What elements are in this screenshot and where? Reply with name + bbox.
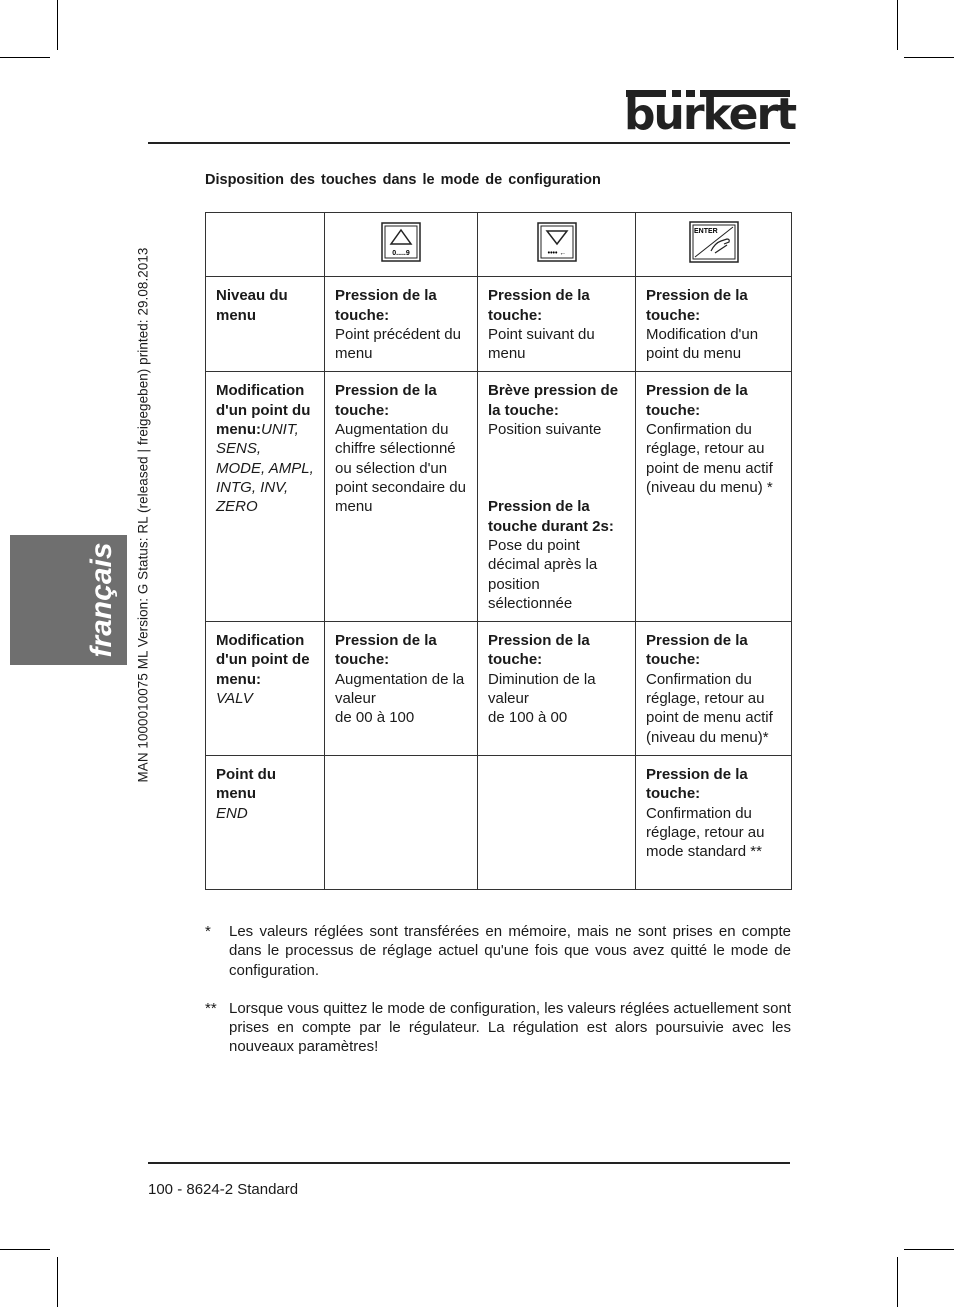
action-text: Confirmation du réglage, retour au point de menu actif (niveau du menu)* bbox=[646, 670, 773, 746]
table-cell bbox=[206, 756, 325, 890]
crop-mark bbox=[897, 1257, 898, 1307]
section-title: Disposition des touches dans le mode de configuration bbox=[205, 172, 601, 188]
action-title: Pression de la touche: bbox=[646, 766, 748, 803]
up-key-label: 0.....9 bbox=[392, 250, 410, 257]
table-cell bbox=[325, 213, 478, 277]
action-text: Position suivante bbox=[488, 421, 602, 439]
action-text: Diminution de la valeur bbox=[488, 670, 596, 708]
header-rule bbox=[148, 142, 790, 144]
table-cell bbox=[478, 372, 636, 622]
crop-mark bbox=[0, 1249, 50, 1250]
footnote bbox=[205, 999, 791, 1057]
enter-key-icon bbox=[689, 221, 739, 263]
table-cell bbox=[325, 372, 478, 622]
menu-level-label: Modification d'un point du menu: bbox=[216, 382, 311, 439]
action-title: Pression de la touche: bbox=[335, 632, 437, 669]
crop-mark bbox=[0, 57, 50, 58]
footnote bbox=[205, 922, 791, 980]
table-cell bbox=[636, 277, 792, 372]
table-cell bbox=[478, 213, 636, 277]
table-cell bbox=[206, 277, 325, 372]
footnote-text: Lorsque vous quittez le mode de configuration, les valeurs réglées actuellement sont prises en compte par le régulateur. La régulation est alors poursuivie avec les nouveaux paramètres! bbox=[229, 999, 791, 1056]
action-title: Pression de la touche: bbox=[646, 632, 748, 669]
action-title: Brève pression de la touche: bbox=[488, 382, 619, 419]
crop-mark bbox=[904, 57, 954, 58]
table-cell bbox=[478, 277, 636, 372]
action-text: Point précédent du menu bbox=[335, 325, 461, 363]
table-cell bbox=[206, 372, 325, 622]
table-row bbox=[206, 372, 792, 622]
logo-wordmark: burkert bbox=[624, 89, 796, 140]
crop-mark bbox=[897, 0, 898, 50]
action-text: Modification d'un point du menu bbox=[646, 325, 759, 363]
action-title: Pression de la touche: bbox=[646, 287, 748, 324]
crop-mark bbox=[57, 1257, 58, 1307]
footnotes bbox=[205, 922, 791, 1076]
footnote-mark: ** bbox=[205, 999, 217, 1017]
action-text: Augmentation de la valeur bbox=[335, 670, 465, 708]
table-cell bbox=[636, 756, 792, 890]
menu-level-label: Modification d'un point de menu: bbox=[216, 632, 310, 688]
action-text: Confirmation du réglage, retour au mode standard ** bbox=[646, 804, 765, 861]
table-cell bbox=[478, 622, 636, 756]
table-row bbox=[206, 277, 792, 372]
table-header-row bbox=[206, 213, 792, 277]
action-text-2: Pose du point décimal après la position sélectionnée bbox=[488, 536, 598, 612]
table-cell bbox=[325, 756, 478, 890]
action-title: Pression de la touche: bbox=[488, 287, 590, 324]
table-cell bbox=[478, 756, 636, 890]
table-cell bbox=[206, 213, 325, 277]
menu-level-label: Point du menu bbox=[216, 766, 276, 803]
crop-mark bbox=[57, 0, 58, 50]
document-meta: MAN 1000010075 ML Version: G Status: RL (released | freigegeben) printed: 29.08.2013 bbox=[135, 247, 151, 783]
page-footer: 100 - 8624-2 Standard bbox=[148, 1181, 299, 1198]
action-text: Confirmation du réglage, retour au point de menu actif (niveau du menu) * bbox=[646, 421, 773, 496]
table-row bbox=[206, 756, 792, 890]
table-cell bbox=[636, 622, 792, 756]
burkert-logo bbox=[624, 89, 796, 140]
action-title: Pression de la touche: bbox=[646, 382, 748, 419]
down-arrow-key-icon bbox=[537, 222, 577, 262]
action-text-range: de 00 à 100 bbox=[335, 709, 415, 727]
action-title: Pression de la touche: bbox=[335, 287, 437, 324]
menu-items: END bbox=[216, 804, 248, 822]
table-cell bbox=[636, 372, 792, 622]
table-row bbox=[206, 622, 792, 756]
table-cell bbox=[206, 622, 325, 756]
action-text: Point suivant du menu bbox=[488, 325, 595, 363]
language-tab-label: français bbox=[85, 542, 118, 658]
crop-mark bbox=[904, 1249, 954, 1250]
footnote-mark: * bbox=[205, 923, 211, 940]
action-text: Augmentation du chiffre sélectionné ou sélection d'un point secondaire du menu bbox=[335, 421, 466, 516]
up-arrow-key-icon bbox=[381, 222, 421, 262]
key-layout-table bbox=[205, 212, 792, 890]
footer-rule bbox=[148, 1162, 790, 1164]
table-cell bbox=[325, 622, 478, 756]
enter-key-label: ENTER bbox=[693, 228, 718, 235]
down-key-label: •••• ← bbox=[547, 250, 566, 257]
action-title: Pression de la touche: bbox=[488, 632, 590, 669]
action-title-2: Pression de la touche durant 2s: bbox=[488, 498, 614, 535]
action-text-range: de 100 à 00 bbox=[488, 709, 568, 727]
action-title: Pression de la touche: bbox=[335, 382, 437, 419]
menu-items: VALV bbox=[216, 690, 253, 708]
menu-level-label: Niveau du menu bbox=[216, 287, 288, 324]
footnote-text: Les valeurs réglées sont transférées en mémoire, mais ne sont prises en compte dans le processus de réglage actuel qu'une fois que vous avez quitté le mode de configuration. bbox=[229, 923, 791, 979]
menu-items: UNIT, SENS, MODE, AMPL, INTG, INV, ZERO bbox=[216, 421, 314, 516]
table-cell bbox=[636, 213, 792, 277]
table-cell bbox=[325, 277, 478, 372]
